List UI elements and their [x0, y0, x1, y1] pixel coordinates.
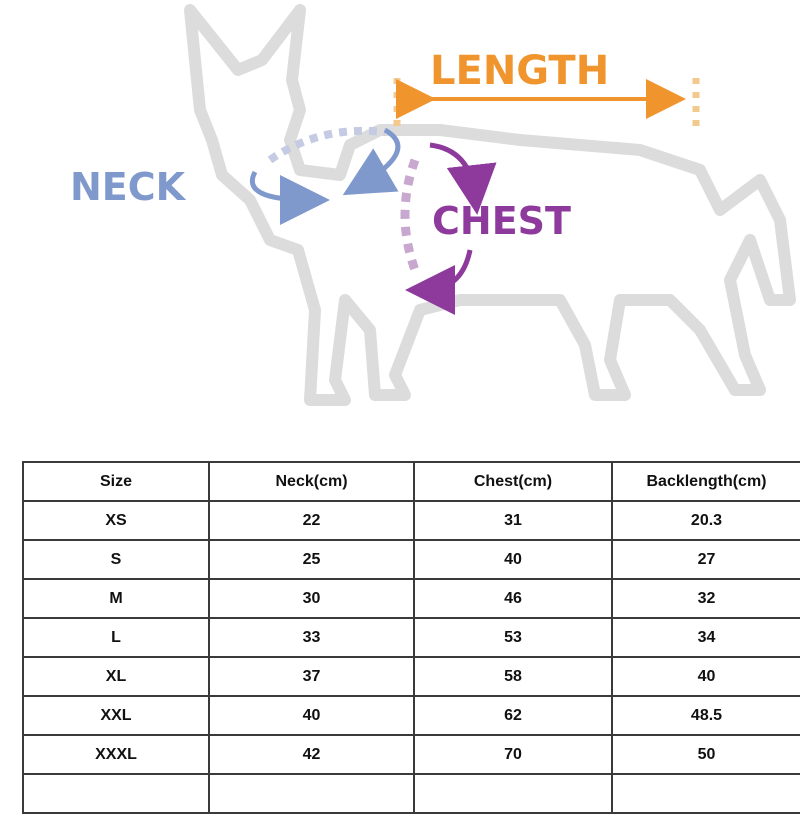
table-row [23, 657, 800, 696]
cell-neck: 22 [209, 501, 414, 540]
header-chest: Chest(cm) [414, 462, 612, 501]
cell-chest: 53 [414, 618, 612, 657]
table-row [23, 696, 800, 735]
cell-neck: 40 [209, 696, 414, 735]
cell-neck: 25 [209, 540, 414, 579]
cell-chest: 58 [414, 657, 612, 696]
chest-label: CHEST [432, 199, 571, 243]
cell-chest: 62 [414, 696, 612, 735]
cell-backlength: 32 [612, 579, 800, 618]
cell-backlength: 34 [612, 618, 800, 657]
cell-neck: 37 [209, 657, 414, 696]
cell-size: XXXL [23, 735, 209, 774]
cell-chest: 40 [414, 540, 612, 579]
cell-size: XXL [23, 696, 209, 735]
cell-backlength: 20.3 [612, 501, 800, 540]
cell-backlength: 40 [612, 657, 800, 696]
table-row [23, 501, 800, 540]
cell-neck: 30 [209, 579, 414, 618]
cell-size: XL [23, 657, 209, 696]
length-label: LENGTH [430, 48, 610, 94]
cell-chest: 31 [414, 501, 612, 540]
cell-size: XS [23, 501, 209, 540]
header-backlength: Backlength(cm) [612, 462, 800, 501]
cell-backlength: 50 [612, 735, 800, 774]
cell-chest: 70 [414, 735, 612, 774]
header-size: Size [23, 462, 209, 501]
table-row-cut-off [23, 774, 800, 813]
header-neck: Neck(cm) [209, 462, 414, 501]
table-row [23, 540, 800, 579]
cell-chest: 46 [414, 579, 612, 618]
cell-size: S [23, 540, 209, 579]
table-row [23, 579, 800, 618]
cell-neck: 33 [209, 618, 414, 657]
table-row [23, 735, 800, 774]
neck-label: NECK [70, 165, 186, 209]
cell-backlength: 27 [612, 540, 800, 579]
table-header-row [23, 462, 800, 501]
size-chart-table [22, 461, 800, 814]
cell-neck: 42 [209, 735, 414, 774]
cell-size: M [23, 579, 209, 618]
table-row [23, 618, 800, 657]
cell-size: L [23, 618, 209, 657]
cell-backlength: 48.5 [612, 696, 800, 735]
